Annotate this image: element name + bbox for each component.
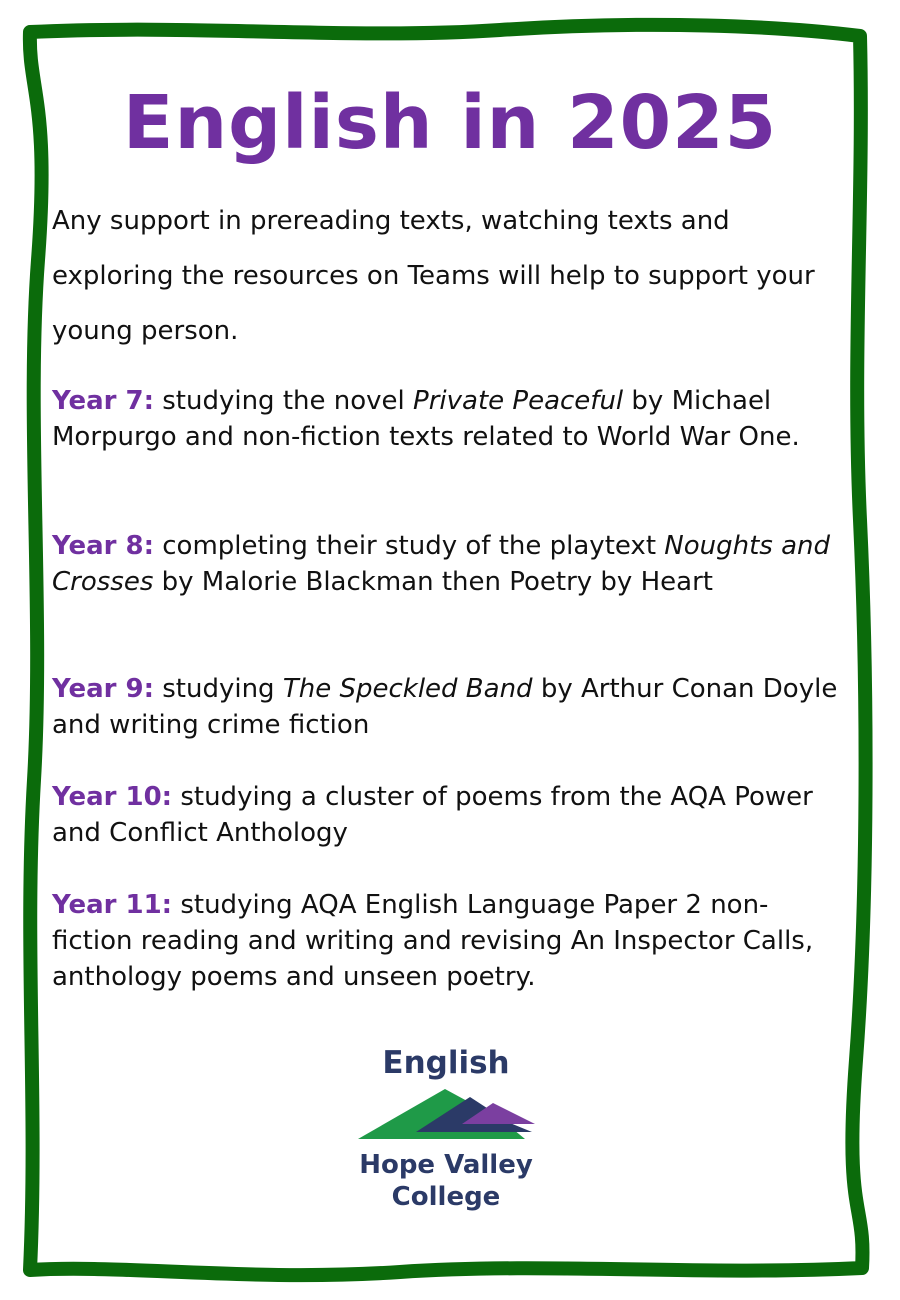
year-8-label: Year 8: (52, 531, 154, 561)
college-logo (350, 1035, 550, 1215)
page-title: English in 2025 (122, 80, 778, 166)
year-8-section: Year 8: completing their study of the playtext Noughts and Crosses by Malorie Blackman then Poetry by Heart (52, 531, 831, 597)
year-7-label: Year 7: (52, 386, 154, 416)
year-10-section: Year 10: studying a cluster of poems from the AQA Power and Conflict Anthology (52, 782, 813, 848)
logo-line-2: College (391, 1182, 501, 1212)
book-title: Noughts and Crosses (52, 531, 831, 597)
book-title: Private Peaceful (413, 386, 624, 416)
logo-line-1: Hope Valley (359, 1150, 533, 1180)
year-10-label: Year 10: (52, 782, 173, 812)
year-9-label: Year 9: (52, 674, 154, 704)
year-11-label: Year 11: (52, 890, 173, 920)
year-9-section: Year 9: studying The Speckled Band by Arthur Conan Doyle and writing crime fiction (52, 674, 838, 740)
book-title: The Speckled Band (282, 674, 533, 704)
year-11-section: Year 11: studying AQA English Language Paper 2 non-fiction reading and writing and revising An Inspector Calls, anthology poems and unseen poetry. (52, 890, 814, 992)
logo-top-text: English (382, 1045, 510, 1081)
intro-text: Any support in prereading texts, watching texts and exploring the resources on Teams will help to support your young person. (52, 206, 815, 346)
year-7-section: Year 7: studying the novel Private Peaceful by Michael Morpurgo and non-fiction texts related to World War One. (52, 386, 800, 452)
